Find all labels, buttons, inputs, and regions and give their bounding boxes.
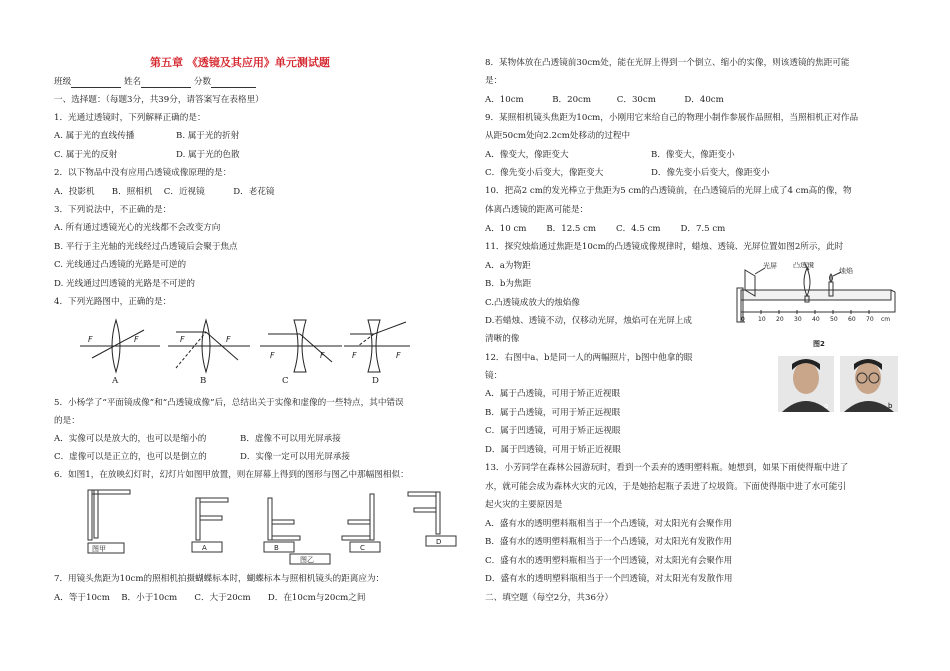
tick-30: 30 [794, 316, 802, 323]
q12-option-b: B．属于凸透镜，可用于矫正远视眼 [485, 408, 621, 418]
q6-label-a: A [202, 544, 207, 552]
q11-option-b: B．b为焦距 [485, 279, 532, 289]
q9-option-a: A．像变大，像距变大 [485, 150, 569, 160]
q13-option-b: B．盛有水的透明塑料瓶相当于一个凸透镜，对太阳光有发散作用 [485, 537, 732, 547]
q5-stem-2: 的是： [54, 416, 80, 426]
tick-unit: cm [881, 316, 891, 323]
q3-option-c: C. 光线通过凸透镜的光路是可逆的 [54, 260, 187, 270]
photo-a-face [793, 362, 819, 394]
q12-photos [778, 356, 898, 412]
q12-option-c: C．属于凹透镜，可用于矫正远视眼 [485, 426, 621, 436]
q6-b-label-box [264, 542, 294, 552]
header-line [54, 77, 256, 88]
photo-a-label: a [824, 402, 829, 410]
section2-heading: 二、填空题（每空2分，共36分） [485, 593, 614, 603]
q1-option-a: A. 属于光的直线传播 [54, 131, 135, 141]
q6-a-stem [196, 498, 200, 540]
class-label: 班级 [54, 77, 72, 87]
figure-2-caption: 图2 [813, 340, 825, 348]
q11-optical-bench-figure [733, 262, 903, 352]
q4-focus-d1: F [352, 351, 357, 360]
q6-b-bottom [272, 536, 300, 540]
q6-b-mid [272, 520, 294, 524]
q13-stem-2: 水，就可能会成为森林火灾的元凶，于是她拾起瓶子丢进了垃圾筒。下面使得瓶中进了水可能引 [485, 482, 846, 492]
bench-rail [741, 290, 891, 300]
q11-option-d-2: 清晰的像 [485, 334, 520, 344]
photo-b-label: b [888, 402, 893, 410]
tick-40: 40 [812, 316, 820, 323]
q6-label-c: C [360, 544, 365, 552]
q6-c-bottom [342, 536, 370, 540]
q12-option-a: A．属于凸透镜，可用于矫正近视眼 [485, 389, 621, 399]
q7-options: A．等于10cm B．小于10cm C．大于20cm D．在10cm与20cm之间 [54, 593, 366, 603]
q7-stem: 7．用镜头焦距为10cm的照相机拍摄蝴蝶标本时，蝴蝶标本与照相机镜头的距离应为： [54, 574, 385, 584]
q9-option-b: B．像变大，像距变小 [651, 150, 735, 160]
q3-option-a: A. 所有通过透镜光心的光线都不会改变方向 [54, 223, 221, 233]
q4-ray-c2 [300, 334, 332, 362]
bench-screen-label: 光屏 [763, 262, 777, 270]
q6-a-mid [200, 516, 222, 520]
q5-option-b: B．虚像不可以用光屏承接 [240, 434, 341, 444]
q8-stem-1: 8．某物体放在凸透镜前30cm处，能在光屏上得到一个倒立、缩小的实像，则该透镜的焦距可能 [485, 58, 850, 68]
class-blank[interactable] [71, 78, 121, 88]
tick-60: 60 [848, 316, 856, 323]
q6-d-mid [414, 508, 436, 512]
q13-stem-3: 起火灾的主要原因是 [485, 500, 563, 510]
q12-stem-2: 镜： [485, 371, 503, 381]
q1-option-d: D. 属于光的色散 [176, 150, 240, 160]
q4-ray-diagrams [80, 318, 410, 386]
bench-candle-label: 烛焰 [839, 267, 853, 275]
q6-figures [80, 488, 460, 566]
q4-focus-b2: F [226, 335, 231, 344]
q13-option-c: C．盛有水的透明塑料瓶相当于一个凹透镜，对太阳光有会聚作用 [485, 556, 733, 566]
name-label: 姓名 [123, 77, 142, 87]
q9-stem-2: 从距50cm处向2.2cm处移动的过程中 [485, 131, 631, 141]
q6-jia-stem2 [94, 490, 98, 538]
q5-stem-1: 5．小杨学了“平面镜成像”和“凸透镜成像”后，总结出关于实像和虚像的一些特点，其中错误 [54, 398, 404, 408]
q1-option-c: C. 属于光的反射 [54, 150, 118, 160]
q4-focus-c1: F [270, 351, 275, 360]
tick-10: 10 [758, 316, 766, 323]
q10-stem-2: 体离凸透镜的距离可能是： [485, 205, 589, 215]
q6-a-top [200, 498, 228, 502]
q6-c-label-box [350, 542, 380, 552]
tick-20: 20 [776, 316, 784, 323]
q6-label-b: B [274, 544, 279, 552]
q6-stem: 6．如图1，在放映幻灯时，幻灯片如图甲放置，则在屏幕上得到的图形与图乙中那幅图相似： [54, 470, 409, 480]
q6-d-top [408, 492, 436, 496]
q9-stem-1: 9．某照相机镜头焦距为10cm，小刚用它来给自己的物理小制作参展作品照相，当照相机正对作品 [485, 113, 859, 123]
q9-option-d: D．像先变小后变大，像距变小 [651, 168, 770, 178]
q4-focus-a2: F [134, 335, 139, 344]
q12-stem-1: 12．右图中a、b是同一人的两幅照片，b图中他拿的眼 [485, 353, 693, 363]
tick-70: 70 [866, 316, 874, 323]
q1-stem: 1．光通过透镜时，下列解释正确的是： [54, 113, 206, 123]
q4-label-c: C [282, 376, 289, 386]
name-blank[interactable] [141, 78, 191, 88]
q5-option-a: A．实像可以是放大的，也可以是缩小的 [54, 434, 207, 444]
q8-options: A．10cm B．20cm C．30cm D．40cm [485, 95, 724, 105]
q5-option-c: C．虚像可以是正立的，也可以是倒立的 [54, 452, 207, 462]
score-blank[interactable] [211, 78, 256, 88]
q2-stem: 2．以下物品中没有应用凸透镜成像原理的是： [54, 168, 232, 178]
q4-stem: 4．下列光路图中，正确的是： [54, 297, 172, 307]
q6-c-stem [370, 494, 374, 540]
q6-jia-stem [88, 490, 92, 540]
q4-focus-c2: F [320, 351, 325, 360]
q4-label-a: A [112, 376, 119, 386]
q3-option-b: B. 平行于主光轴的光线经过凸透镜后会聚于焦点 [54, 242, 238, 252]
q6-jia-label: 图甲 [92, 545, 106, 553]
q11-option-a: A．a为物距 [485, 261, 531, 271]
bench-lens-label: 凸透镜 [793, 262, 814, 269]
q3-stem: 3．下列说法中，不正确的是： [54, 205, 172, 215]
score-label: 分数 [193, 77, 212, 87]
q6-yi-label: 图乙 [300, 556, 314, 564]
section1-heading: 一、选择题：（每题3分，共39分，请答案写在表格里） [54, 95, 264, 105]
photo-b-face [855, 362, 881, 394]
q4-label-b: B [200, 376, 207, 386]
q10-options: A．10 cm B．12.5 cm C．4.5 cm D．7.5 cm [485, 224, 726, 234]
q6-b-stem [268, 498, 272, 540]
q6-d-stem [436, 492, 440, 534]
q2-options: A．投影机 B．照相机 C．近视镜 D．老花镜 [54, 187, 275, 197]
q11-option-c: C.凸透镜成放大的烛焰像 [485, 298, 580, 308]
q6-c-mid [348, 520, 370, 524]
q13-stem-1: 13．小芳同学在森林公园游玩时，看到一个丢弃的透明塑料瓶。她想到，如果下雨使得瓶中进了 [485, 463, 849, 473]
q4-label-d: D [372, 376, 379, 386]
q11-option-d-1: D.若蜡烛、透镜不动，仅移动光屏，烛焰可在光屏上成 [485, 316, 692, 326]
q3-option-d: D. 光线通过凹透镜的光路是不可逆的 [54, 279, 195, 289]
q1-option-b: B. 属于光的折射 [176, 131, 240, 141]
tick-0: 0 [741, 316, 745, 323]
q6-label-d: D [436, 538, 442, 546]
q4-focus-b1: F [180, 335, 185, 344]
q13-option-a: A．盛有水的透明塑料瓶相当于一个凸透镜，对太阳光有会聚作用 [485, 519, 732, 529]
q8-stem-2: 是： [485, 76, 503, 86]
bench-flame [830, 274, 833, 282]
q5-option-d: D．实像一定可以用光屏承接 [240, 452, 351, 462]
q4-focus-d2: F [396, 351, 401, 360]
tick-50: 50 [830, 316, 838, 323]
q13-option-d: D．盛有水的透明塑料瓶相当于一个凹透镜，对太阳光有发散作用 [485, 574, 733, 584]
q4-focus-a1: F [88, 335, 93, 344]
page-title: 第五章 《透镜及其应用》单元测试题 [150, 56, 330, 69]
q11-stem: 11．探究烛焰通过焦距是10cm的凸透镜成像规律时，蜡烛、透镜、光屏位置如图2所示，此时 [485, 242, 844, 252]
q12-option-d: D．属于凹透镜，可用于矫正近视眼 [485, 445, 621, 455]
q6-a-label-box [192, 542, 222, 552]
q10-stem-1: 10．把高2 cm的发光棒立于焦距为5 cm的凸透镜前，在凸透镜后的光屏上成了4 cm高的像，物 [485, 186, 852, 196]
q9-option-c: C．像先变小后变大，像距变大 [485, 168, 604, 178]
